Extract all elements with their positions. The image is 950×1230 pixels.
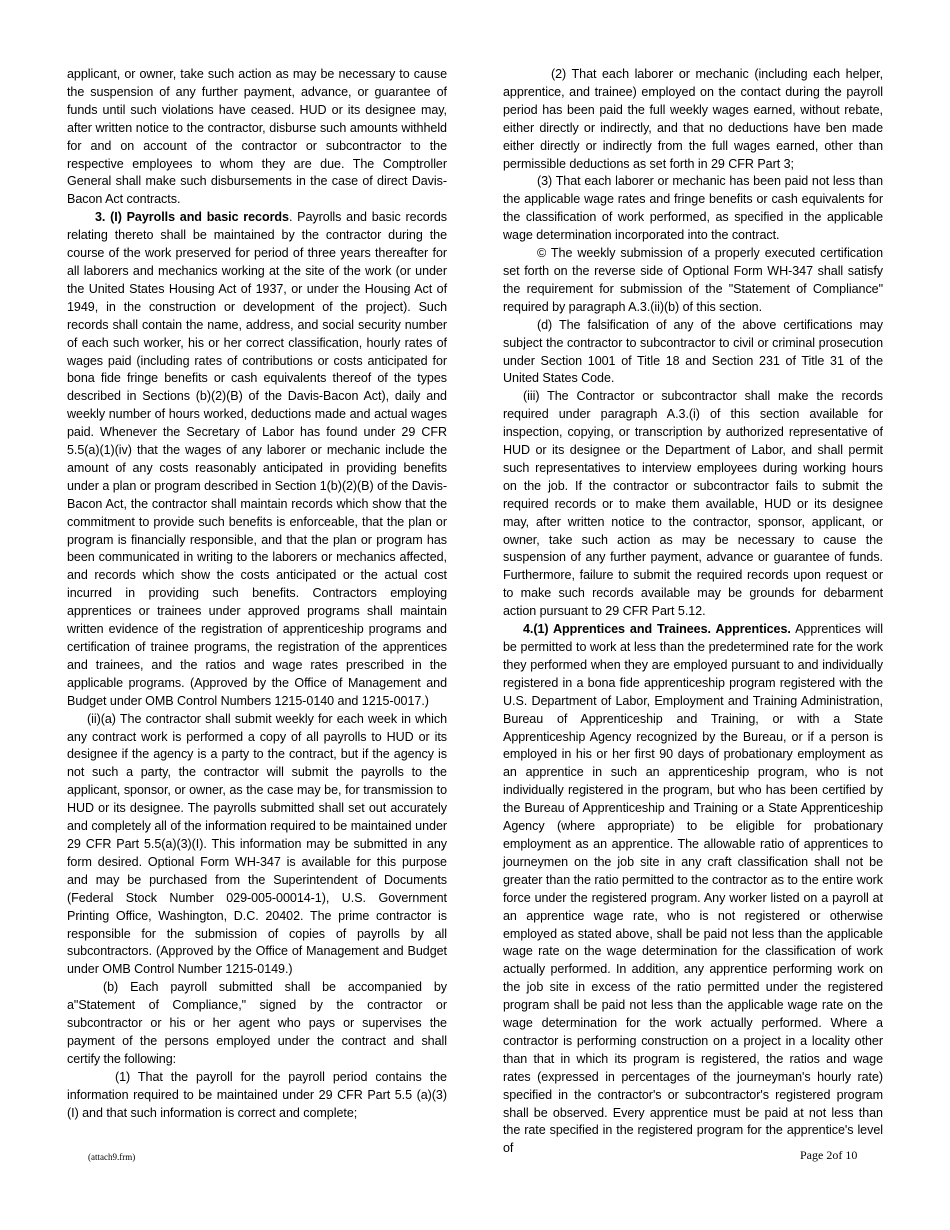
paragraph-certification-1: (1) That the payroll for the payroll period contains the information required to be maintained under 29 CFR Part 5.5 (a)(3)(I) and that such information is correct and complete;	[67, 1069, 447, 1120]
paragraph-weekly-submission: (ii)(a) The contractor shall submit weekly for each week in which any contract work is performed a copy of all payrolls to HUD or its designee if the agency is a party to the contract, but if the agency is not such a party, the contractor will submit the payrolls to the applicant, sponsor, or owner, as the case may be, for transmission to HUD or its designee. The payrolls submitted shall set out accurately and completely all of the information required to be maintained under 29 CFR Part 5.5(a)(3)(I). This information may be submitted in any form desired. Optional Form WH-347 is available for this purpose and may be purchased from the Superintendent of Documents (Federal Stock Number 029-005-00014-1), U.S. Government Printing Office, Washington, D.C. 20402. The prime contractor is responsible for the submission of copies of payrolls by all subcontractors. (Approved by the Office of Management and Budget under OMB Control Number 1215-0149.)	[67, 711, 447, 977]
paragraph-apprentices-body: Apprentices will be permitted to work at less than the predetermined rate for the work they performed when they are employed pursuant to and individually registered in a bona fide apprenticeship program registered with the U.S. Department of Labor, Employment and Training Administration, Bureau of Apprenticeship and Training, or with a State Apprenticeship Agency recognized by the Bureau, or if a person is employed in his or her first 90 days of probationary employment as an apprentice in such an apprenticeship program, who is not individually registered in the program, but who has been certified by the Bureau of Apprenticeship and Training or a State Apprenticeship Agency (where appropriate) to be eligible for probationary employment as an apprentice. The allowable ratio of apprentices to journeymen on the job site in any craft classification shall not be greater than the ratio permitted to the contractor as to the entire work force under the registered program. Any worker listed on a payroll at an apprentice wage rate, who is not registered or otherwise employed as stated above, shall be paid not less than the applicable wage rate on the wage determination for the classification of work actually performed. In addition, any apprentice performing work on the job site in excess of the ratio permitted under the registered program shall be paid not less than the applicable wage rate on the wage determination for the work actually performed. Where a contractor is performing construction on a project in a locality other than that in which its program is registered, the ratios and wage rates (expressed in percentages of the journeyman's hourly rate) specified in the contractor's or subcontractor's registered program shall be observed. Every apprentice must be paid at not less than the rate specified in the registered program for the apprentice's level of	[503, 622, 883, 1156]
right-column	[503, 66, 883, 1158]
footer-file-name: (attach9.frm)	[88, 1152, 136, 1162]
footer-page-number: Page 2of 10	[800, 1148, 858, 1162]
paragraph-apprentices-trainees	[503, 621, 883, 1158]
paragraph-records-availability: (iii) The Contractor or subcontractor shall make the records required under paragraph A.3.(i) of this section available for inspection, copying, or transcription by authorized representative of HUD or its designee or the Department of Labor, and shall permit such representatives to interview employees during working hours on the job. If the contractor or subcontractor fails to submit the required records or to make them available, HUD or its designee may, after written notice to the contractor, sponsor, applicant, or owner, take such action as may be necessary to cause the suspension of any further payment, advance or guarantee of funds. Furthermore, failure to submit the required records upon request or to make such records available may be grounds for debarment action pursuant to 29 CFR Part 5.12.	[503, 389, 883, 619]
paragraph-falsification: (d) The falsification of any of the above certifications may subject the contractor to subcontractor to civil or criminal prosecution under Section 1001 of Title 18 and Section 231 of Title 31 of the United States Code.	[503, 317, 883, 386]
left-column	[67, 66, 447, 1122]
section-heading-payrolls: 3. (I) Payrolls and basic records	[95, 210, 289, 225]
paragraph-statement-of-compliance: (b) Each payroll submitted shall be accompanied by a"Statement of Compliance," signed by the contractor or subcontractor or his or her agent who pays or supervises the payment of the persons employed under the contract and shall certify the following:	[67, 980, 447, 1066]
paragraph-certification-3: (3) That each laborer or mechanic has been paid not less than the applicable wage rates and fringe benefits or cash equivalents for the classification of work performed, as specified in the applicable wage determination incorporated into the contract.	[503, 174, 883, 243]
paragraph-payrolls-body: . Payrolls and basic records relating thereto shall be maintained by the contractor during the course of the work preserved for period of three years thereafter for all laborers and mechanics working at the site of the work (or under the United States Housing Act of 1937, or under the Housing Act of 1949, in the construction or development of the project). Such records shall contain the name, address, and social security number of each such worker, his or her correct classification, hourly rates of wages paid (including rates of contributions or costs anticipated for bona fide fringe benefits or cash equivalents thereof of the types described in Sections (b)(2)(B) of the Davis-Bacon Act), daily and weekly number of hours worked, deductions made and actual wages paid. Whenever the Secretary of Labor has found under 29 CFR 5.5(a)(1)(iv) that the wages of any laborer or mechanic include the amount of any costs reasonably anticipated in providing benefits under a plan or program described in Section 1(b)(2)(B) of the Davis-Bacon Act, the contractor shall maintain records which show that the commitment to provide such benefits is enforceable, that the plan or program is financially responsible, and that the plan or program has been communicated in writing to the laborers or mechanics affected, and records which show the costs anticipated or the actual cost incurred in providing such benefits. Contractors employing apprentices or trainees under approved programs shall maintain written evidence of the registration of apprenticeship programs and certification of trainee programs, the registration of the apprentices and trainees, and the ratios and wage rates prescribed in the applicable programs. (Approved by the Office of Management and Budget under OMB Control Numbers 1215-0140 and 1215-0017.)	[67, 210, 447, 708]
paragraph-payrolls-basic-records	[67, 209, 447, 710]
paragraph-certification-2: (2) That each laborer or mechanic (including each helper, apprentice, and trainee) employed on the contact during the payroll period has been paid the full weekly wages earned, without rebate, either directly or indirectly, and that no deductions have ben made either directly or indirectly from the full wages earned, other than permissible deductions as set forth in 29 CFR Part 3;	[503, 67, 883, 171]
paragraph-certification-c: © The weekly submission of a properly executed certification set forth on the reverse side of Optional Form WH-347 shall satisfy the requirement for submission of the "Statement of Compliance" required by paragraph A.3.(ii)(b) of this section.	[503, 246, 883, 314]
paragraph-withholding-continued: applicant, or owner, take such action as may be necessary to cause the suspension of any further payment, advance, or guarantee of funds until such violations have ceased. HUD or its designee may, after written notice to the contractor, disburse such amounts withheld for and on account of the contractor or subcontractor to the respective employees to whom they are due. The Comptroller General shall make such disbursements in the case of direct Davis-Bacon Act contracts.	[67, 67, 447, 207]
section-heading-apprentices: 4.(1) Apprentices and Trainees. Apprentices.	[523, 622, 791, 637]
